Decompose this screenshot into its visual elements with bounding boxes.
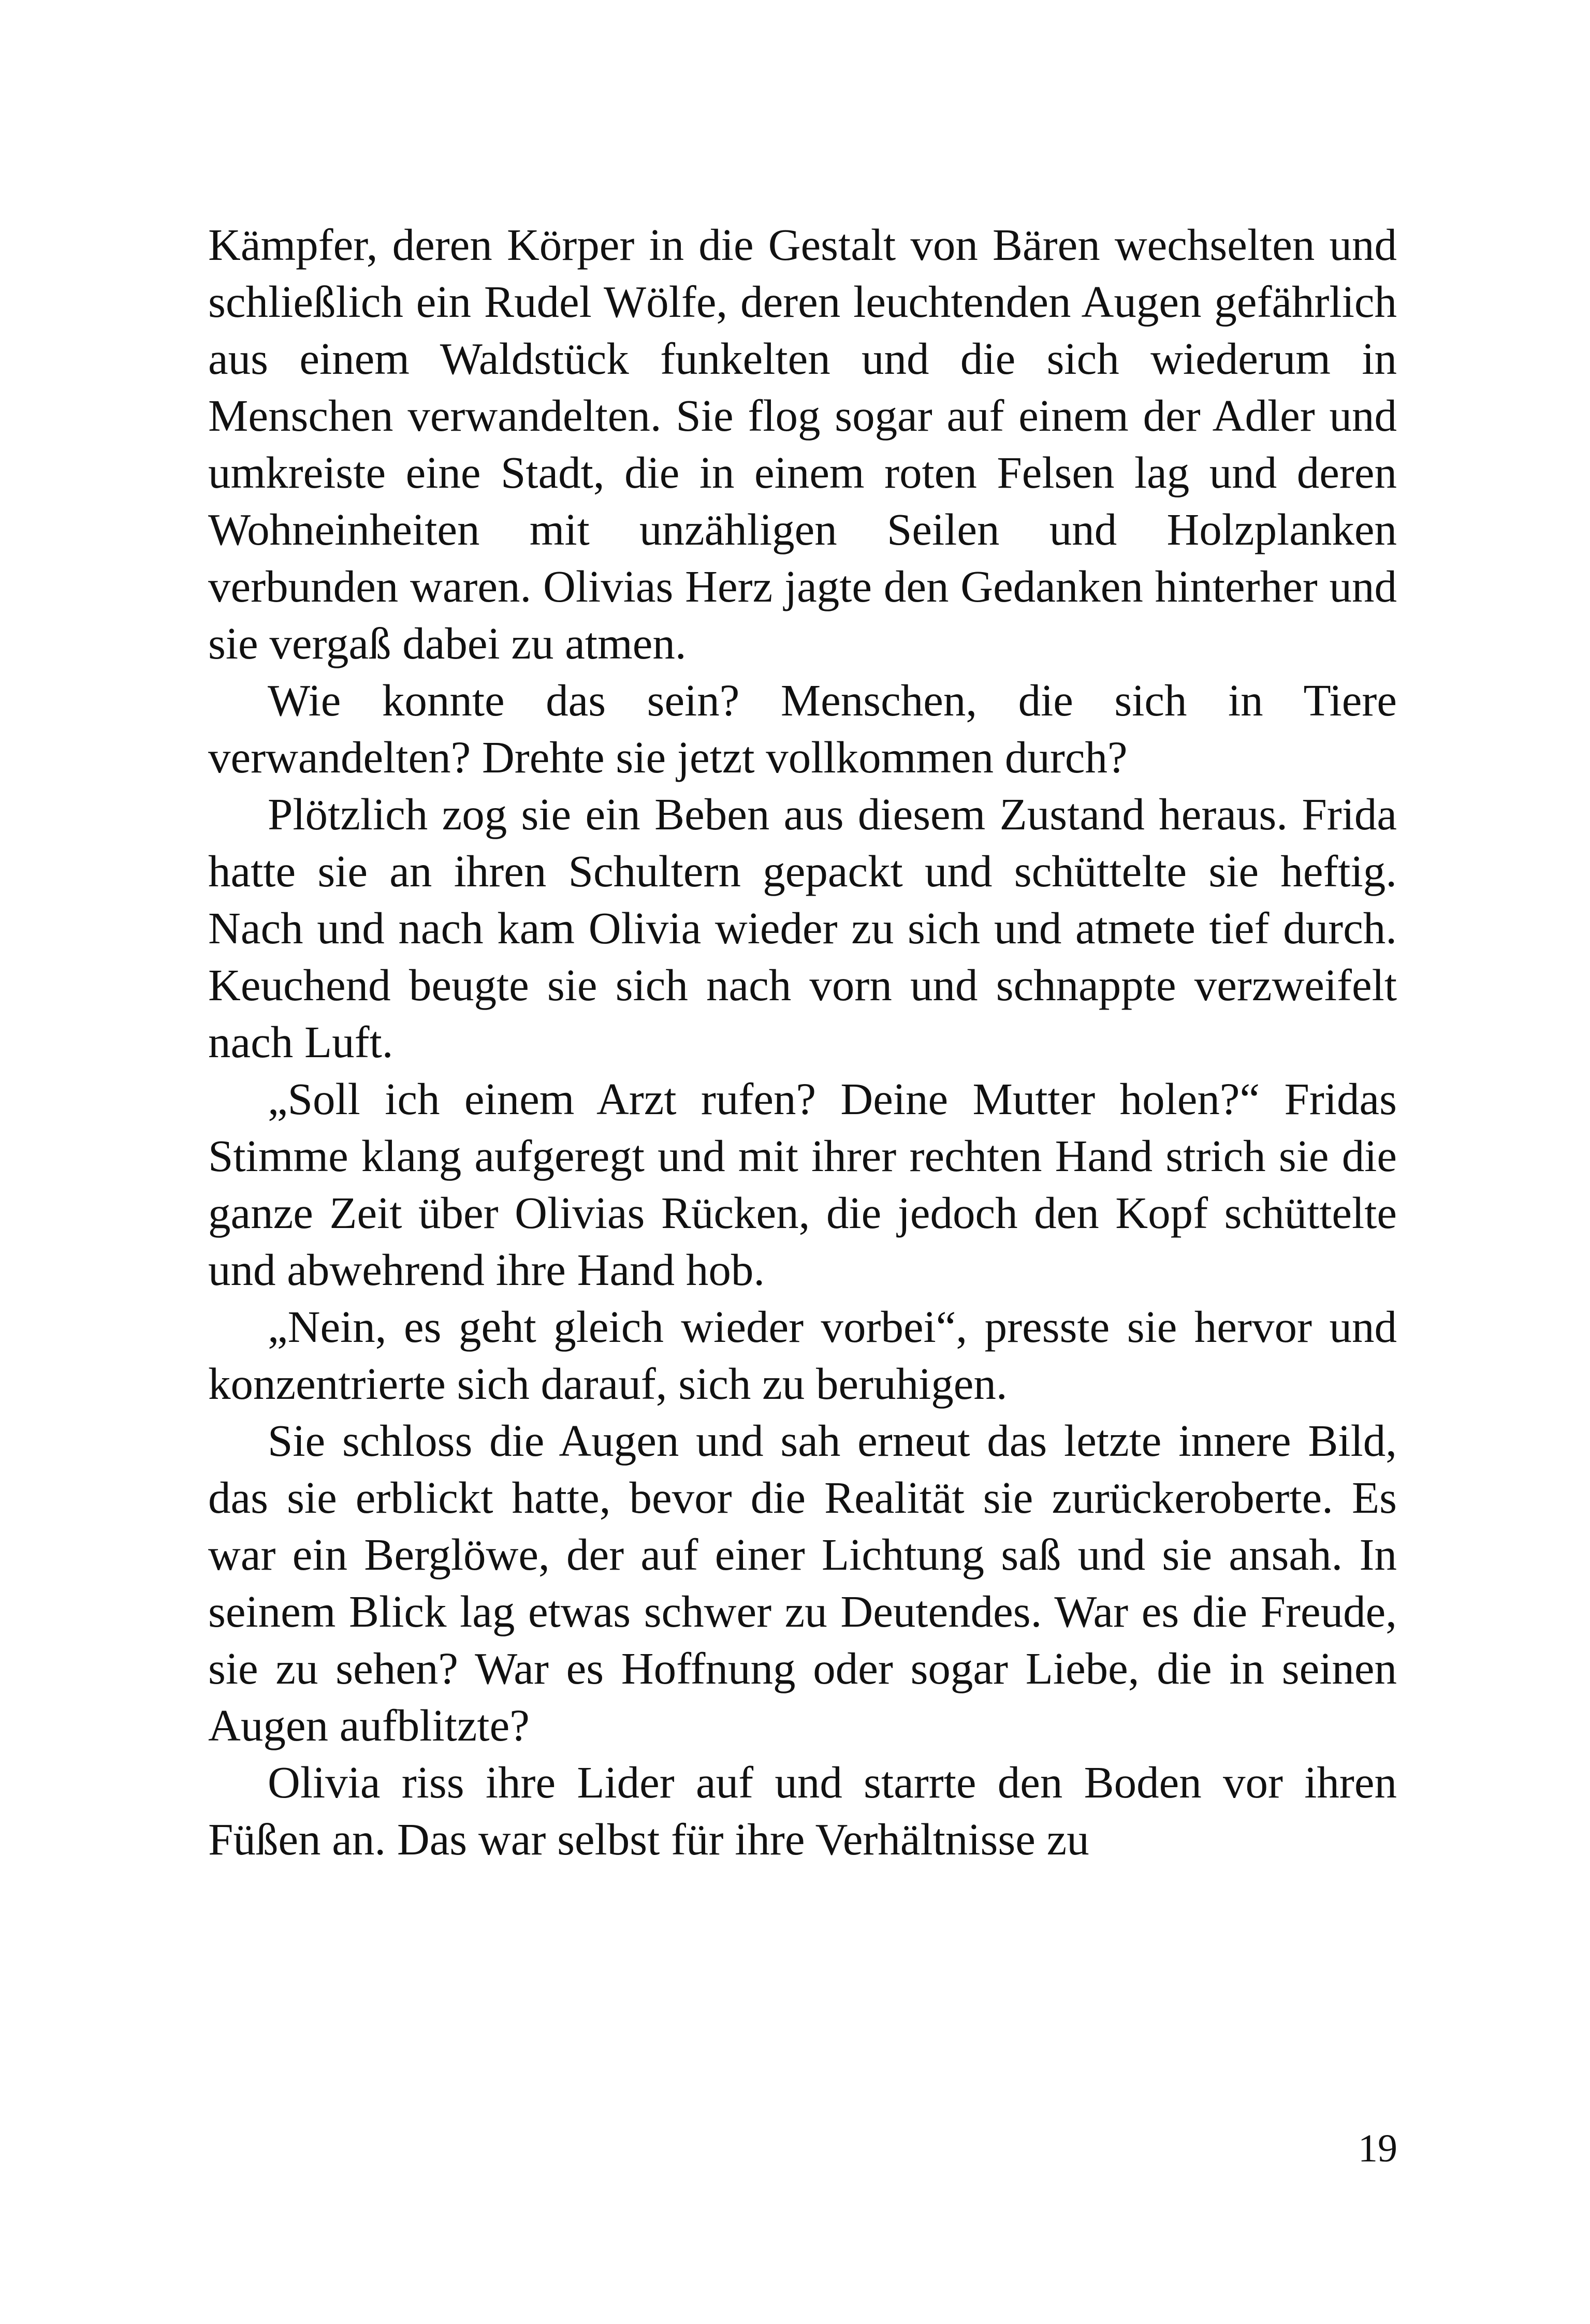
paragraph-5: „Nein, es geht gleich wieder vorbei“, presste sie hervor und konzentrierte sich darauf, sich zu beruhigen. — [208, 1302, 1397, 1409]
paragraph-1: Kämpfer, deren Körper in die Gestalt von Bären wechselten und schließlich ein Rudel Wölfe, deren leuchtenden Augen gefährlich aus einem Waldstück funkelten und die sich wiederum in Menschen verwandelten. Sie flog sogar auf einem der Adler und umkreiste eine Stadt, die in einem roten Felsen lag und deren Wohneinheiten mit unzähligen Seilen und Holzplanken verbunden waren. Olivias Herz jagte den Gedanken hinterher und sie vergaß dabei zu atmen. — [208, 220, 1397, 668]
paragraph-7: Olivia riss ihre Lider auf und starrte den Boden vor ihren Füßen an. Das war selbst für ihre Verhältnisse zu — [208, 1757, 1397, 1864]
body-text — [208, 216, 1397, 1868]
paragraph-2: Wie konnte das sein? Menschen, die sich in Tiere verwandelten? Drehte sie jetzt vollkommen durch? — [208, 675, 1397, 782]
paragraph-4: „Soll ich einem Arzt rufen? Deine Mutter holen?“ Fridas Stimme klang aufgeregt und mit ihrer rechten Hand strich sie die ganze Zeit über Olivias Rücken, die jedoch den Kopf schüttelte und abwehrend ihre Hand hob. — [208, 1074, 1397, 1295]
page-number: 19 — [1358, 2127, 1397, 2170]
paragraph-3: Plötzlich zog sie ein Beben aus diesem Zustand heraus. Frida hatte sie an ihren Schultern gepackt und schüttelte sie heftig. Nach und nach kam Olivia wieder zu sich und atmete tief durch. Keuchend beugte sie sich nach vorn und schnappte verzweifelt nach Luft. — [208, 789, 1397, 1067]
paragraph-6: Sie schloss die Augen und sah erneut das letzte innere Bild, das sie erblickt hatte, bevor die Realität sie zurückeroberte. Es war ein Berglöwe, der auf einer Lichtung saß und sie ansah. In seinem Blick lag etwas schwer zu Deutendes. War es die Freude, sie zu sehen? War es Hoffnung oder sogar Liebe, die in seinen Augen aufblitzte? — [208, 1415, 1397, 1750]
